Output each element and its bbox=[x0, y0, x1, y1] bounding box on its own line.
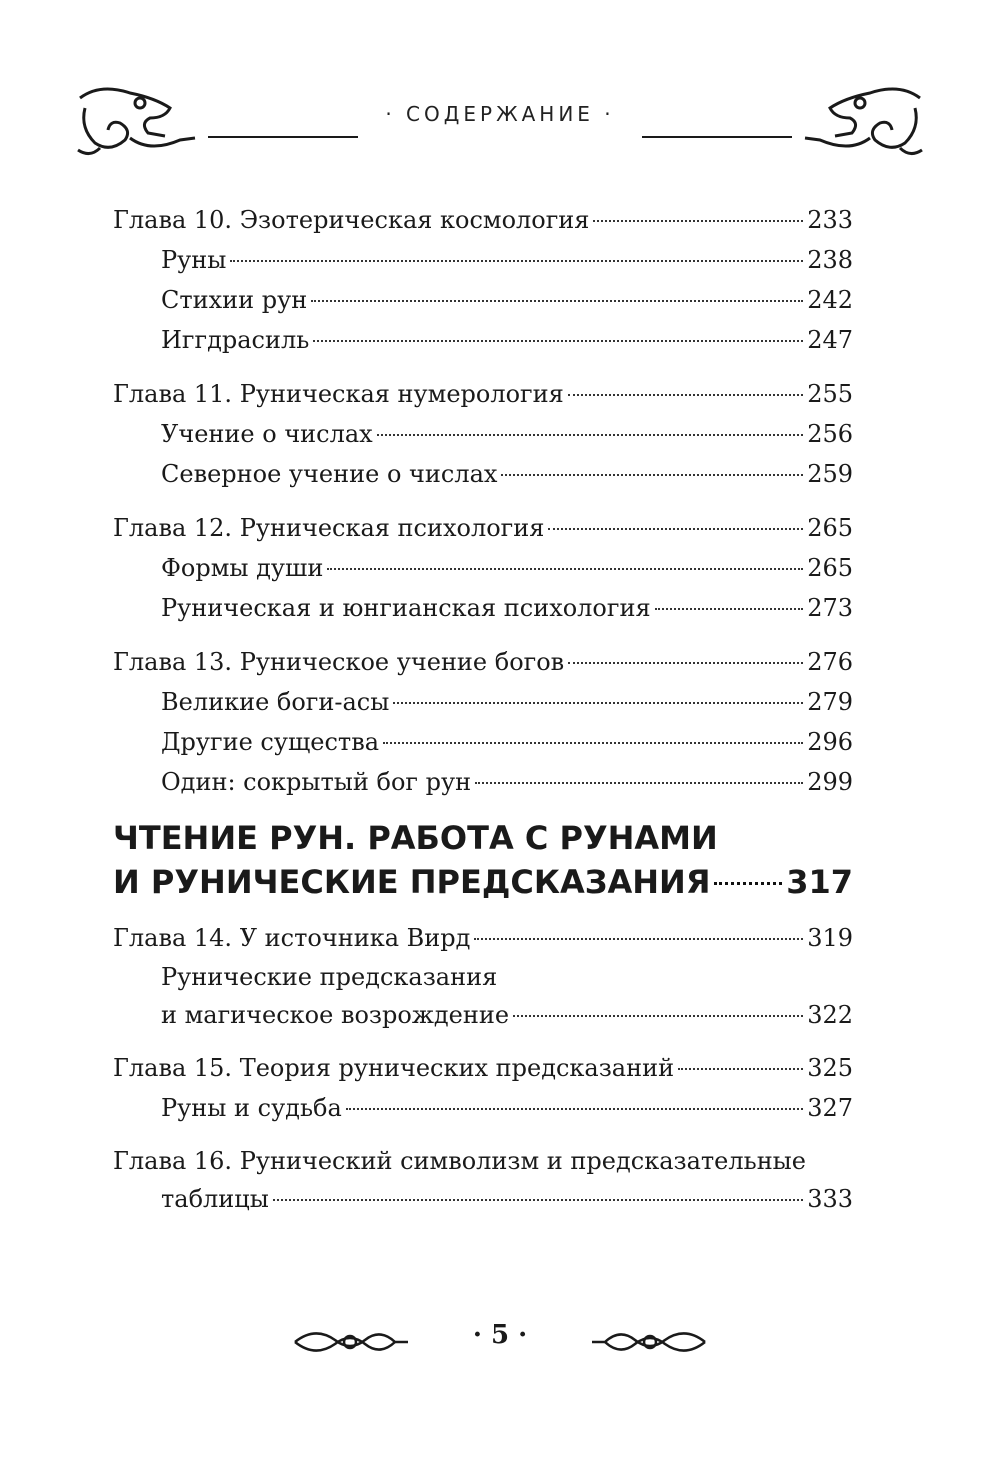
toc-entry-chapter-13[interactable]: Глава 13. Руническое учение богов 276 bbox=[113, 648, 853, 676]
toc-entry-yggdrasil[interactable]: Иггдрасиль 247 bbox=[161, 326, 853, 354]
table-of-contents bbox=[113, 200, 853, 1218]
header-rule-left bbox=[208, 136, 358, 138]
toc-entry-chapter-14[interactable]: Глава 14. У источника Вирд 319 bbox=[113, 924, 853, 952]
toc-entry-rune-elements[interactable]: Стихии рун 242 bbox=[161, 286, 853, 314]
toc-entry-magical-revival[interactable]: Рунические предсказания и магическое возрождение 322 bbox=[161, 963, 853, 1029]
dragon-head-right-icon bbox=[800, 78, 930, 168]
section-title-line-1: ЧТЕНИЕ РУН. РАБОТА С РУНАМИ bbox=[113, 819, 718, 857]
toc-entry-chapter-10[interactable]: Глава 10. Эзотерическая космология 233 bbox=[113, 206, 853, 234]
toc-entry-chapter-15[interactable]: Глава 15. Теория рунических предсказаний 325 bbox=[113, 1054, 853, 1082]
header-rule-right bbox=[642, 136, 792, 138]
section-page: 317 bbox=[786, 863, 853, 901]
header-title: · СОДЕРЖАНИЕ · bbox=[385, 102, 615, 126]
toc-entry-chapter-16[interactable]: Глава 16. Рунический символизм и предсказательные таблицы 333 bbox=[113, 1147, 853, 1213]
toc-entry-chapter-11[interactable]: Глава 11. Руническая нумерология 255 bbox=[113, 380, 853, 408]
toc-entry-number-lore[interactable]: Учение о числах 256 bbox=[161, 420, 853, 448]
page-footer bbox=[290, 1316, 710, 1376]
toc-entry-aesir[interactable]: Великие боги-асы 279 bbox=[161, 688, 853, 716]
toc-entry-other-beings[interactable]: Другие существа 296 bbox=[161, 728, 853, 756]
toc-entry-jungian-psychology[interactable]: Руническая и юнгианская психология 273 bbox=[161, 594, 853, 622]
section-title-line-2: И РУНИЧЕСКИЕ ПРЕДСКАЗАНИЯ bbox=[113, 863, 711, 901]
knot-ornament-right-icon bbox=[590, 1322, 710, 1362]
toc-entry-northern-number-lore[interactable]: Северное учение о числах 259 bbox=[161, 460, 853, 488]
page-header bbox=[70, 78, 930, 168]
toc-entry-chapter-12[interactable]: Глава 12. Руническая психология 265 bbox=[113, 514, 853, 542]
toc-entry-runes[interactable]: Руны 238 bbox=[161, 246, 853, 274]
page-number: · 5 · bbox=[472, 1320, 528, 1350]
toc-entry-runes-and-fate[interactable]: Руны и судьба 327 bbox=[161, 1094, 853, 1122]
toc-section-rune-reading[interactable] bbox=[113, 816, 853, 904]
toc-entry-odin[interactable]: Один: сокрытый бог рун 299 bbox=[161, 768, 853, 796]
toc-entry-soul-forms[interactable]: Формы души 265 bbox=[161, 554, 853, 582]
